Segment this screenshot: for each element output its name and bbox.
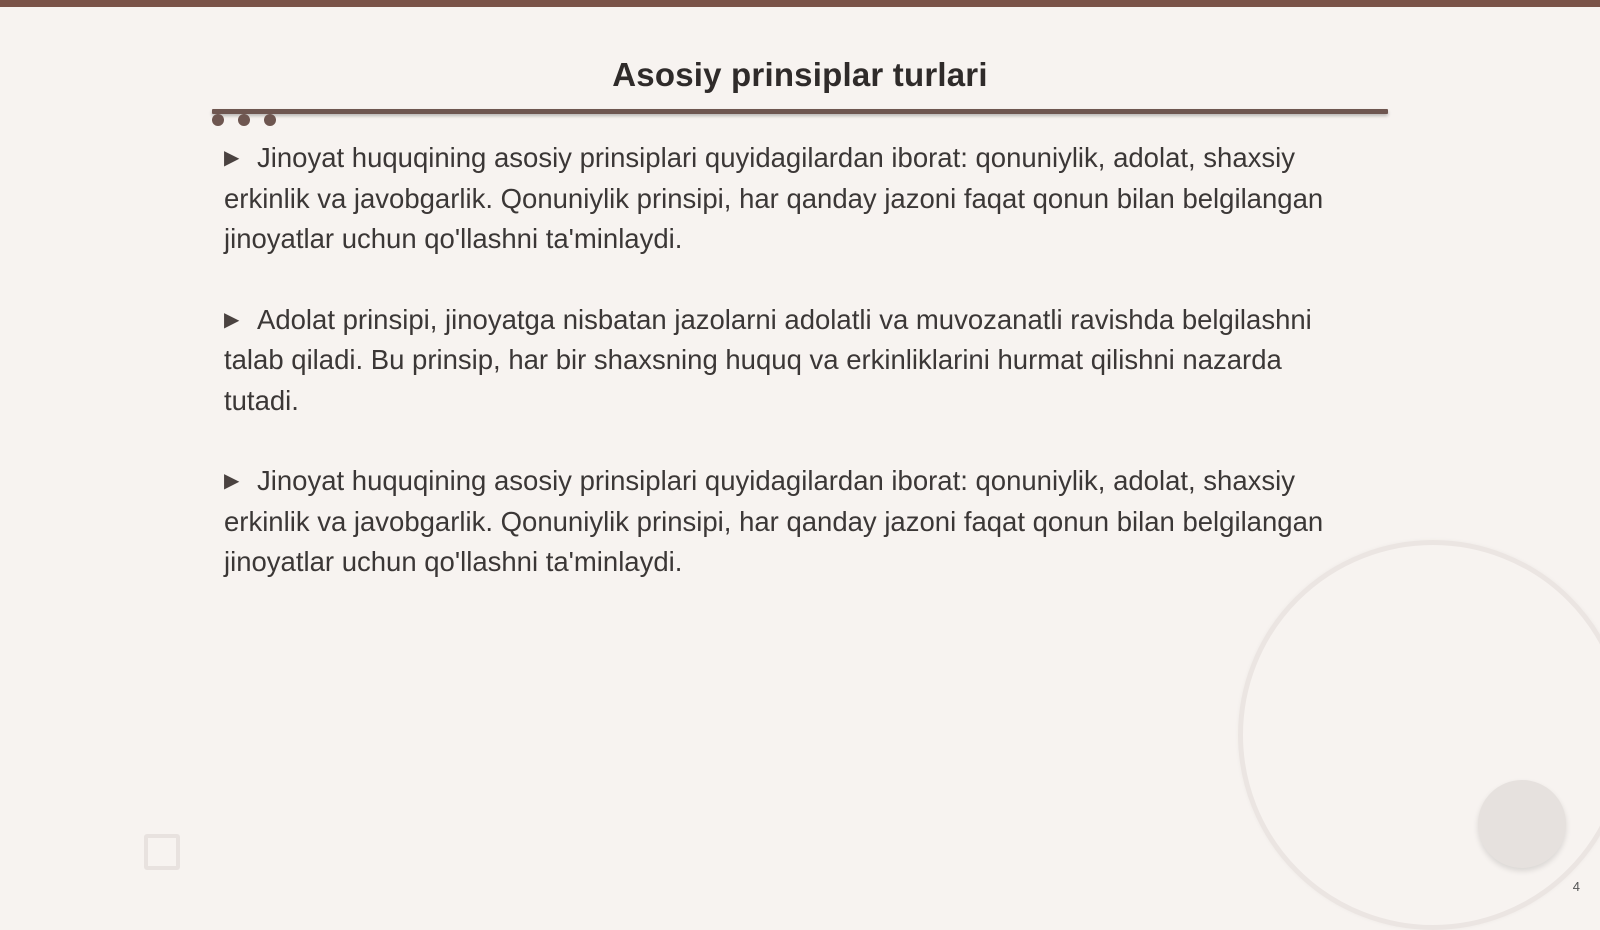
bullet-item <box>224 300 1344 422</box>
title-underline <box>212 109 1388 114</box>
triangle-bullet-icon: ▶ <box>224 308 240 331</box>
bullet-item <box>224 138 1344 260</box>
bullet-list <box>224 138 1344 623</box>
bullet-text: Adolat prinsipi, jinoyatga nisbatan jazolarni adolatli va muvozanatli ravishda belgilashni talab qiladi. Bu prinsip, har bir shaxsning huquq va erkinliklarini hurmat qilishni nazarda tutadi. <box>224 303 1312 416</box>
underline-dot <box>264 114 276 126</box>
page-number: 4 <box>1572 879 1580 894</box>
underline-dot <box>238 114 250 126</box>
decorative-circle <box>1478 780 1566 868</box>
bullet-text: Jinoyat huquqining asosiy prinsiplari quyidagilardan iborat: qonuniylik, adolat, shaxsiy erkinlik va javobgarlik. Qonuniylik prinsipi, har qanday jazoni faqat qonun bilan belgilangan jinoyatlar uchun qo'llashni ta'minlaydi. <box>224 142 1324 254</box>
underline-dot <box>212 114 224 126</box>
bullet-item <box>224 461 1344 583</box>
top-accent-bar <box>0 0 1600 7</box>
decorative-ring <box>1238 540 1600 930</box>
triangle-bullet-icon: ▶ <box>224 147 240 169</box>
slide-title: Asosiy prinsiplar turlari <box>612 56 988 93</box>
triangle-bullet-icon: ▶ <box>224 470 240 492</box>
bullet-text: Jinoyat huquqining asosiy prinsiplari quyidagilardan iborat: qonuniylik, adolat, shaxsiy erkinlik va javobgarlik. Qonuniylik prinsipi, har qanday jazoni faqat qonun bilan belgilangan jinoyatlar uchun qo'llashni ta'minlaydi. <box>224 465 1324 577</box>
decorative-square <box>144 834 180 870</box>
